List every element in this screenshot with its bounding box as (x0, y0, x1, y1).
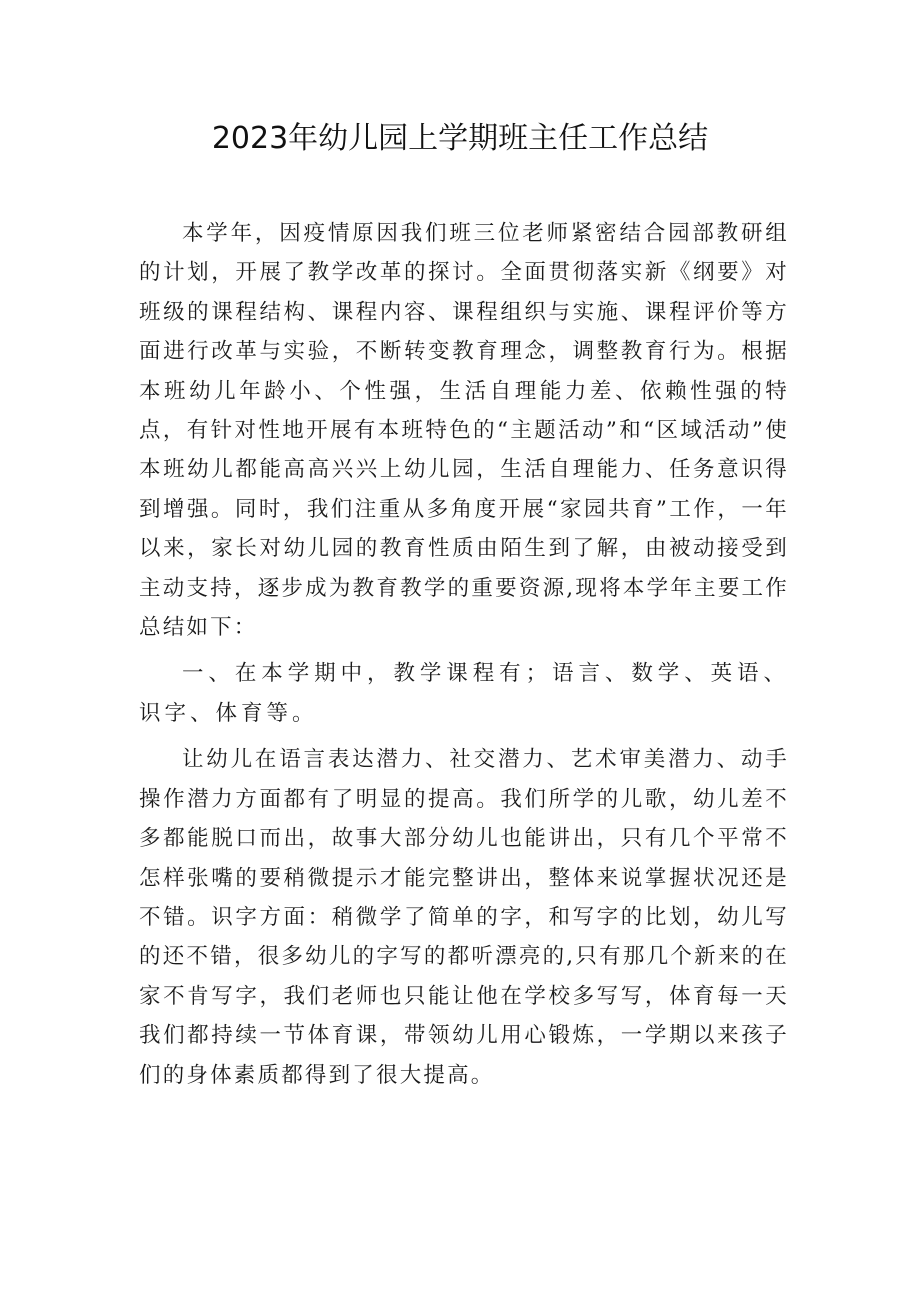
document-body (139, 214, 789, 1095)
paragraph-progress: 让幼儿在语言表达潜力、社交潜力、艺术审美潜力、动手操作潜力方面都有了明显的提高。我们所学的儿歌，幼儿差不多都能脱口而出，故事大部分幼儿也能讲出，只有几个平常不怎样张嘴的要稍微提示才能完整讲出，整体来说掌握状况还是不错。识字方面：稍微学了简单的字，和写字的比划，幼儿写的还不错，很多幼儿的字写的都听漂亮的,只有那几个新来的在家不肯写字，我们老师也只能让他在学校多写写，体育每一天我们都持续一节体育课，带领幼儿用心锻炼，一学期以来孩子们的身体素质都得到了很大提高。 (139, 747, 789, 1088)
document-title: 2023年幼儿园上学期班主任工作总结 (211, 121, 709, 156)
paragraph-intro: 本学年，因疫情原因我们班三位老师紧密结合园部教研组的计划，开展了教学改革的探讨。全面贯彻落实新《纲要》对班级的课程结构、课程内容、课程组织与实施、课程评价等方面进行改革与实验，不断转变教育理念，调整教育行为。根据本班幼儿年龄小、个性强，生活自理能力差、依赖性强的特点，有针对性地开展有本班特色的“主题活动”和“区域活动”使本班幼儿都能高高兴兴上幼儿园，生活自理能力、任务意识得到增强。同时，我们注重从多角度开展“家园共育”工作，一年以来，家长对幼儿园的教育性质由陌生到了解，由被动接受到主动支持，逐步成为教育教学的重要资源,现将本学年主要工作总结如下： (139, 221, 789, 641)
paragraph-section-one: 一、在本学期中，教学课程有；语言、数学、英语、识字、体育等。 (139, 661, 789, 726)
